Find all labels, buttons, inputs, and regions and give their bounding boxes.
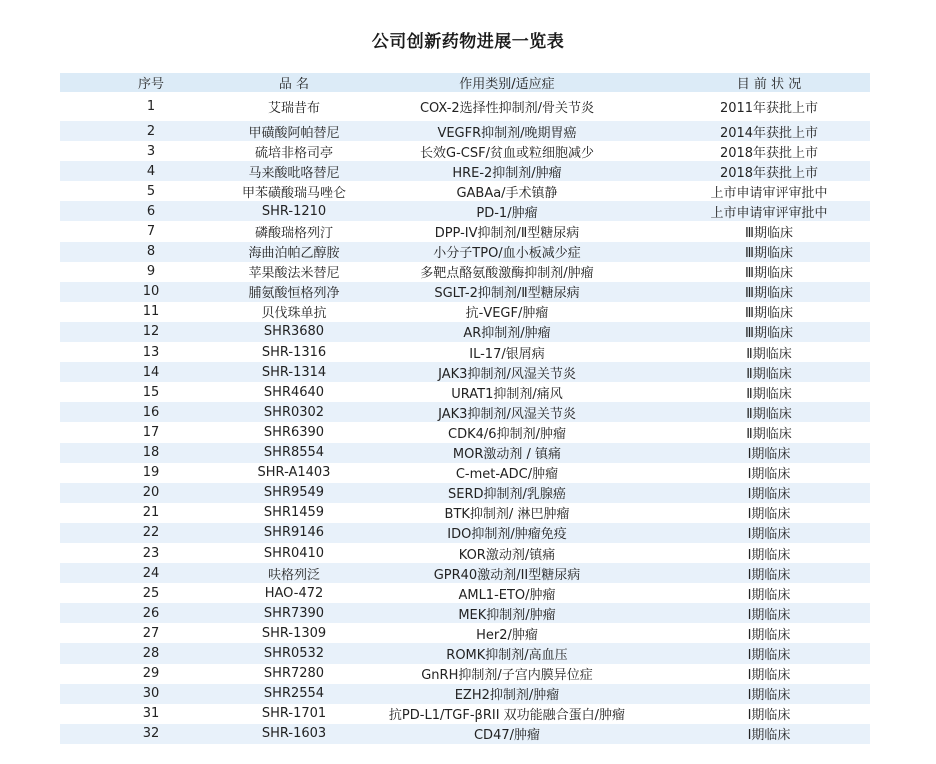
cell-status: Ⅰ期临床 (747, 587, 791, 603)
cell-serial: 25 (142, 585, 160, 601)
table-row (60, 382, 870, 402)
cell-category-indication: 多靶点酪氨酸激酶抑制剂/肿瘤 (420, 266, 594, 282)
table-row (60, 402, 870, 422)
cell-status: Ⅰ期临床 (668, 443, 870, 463)
cell-status: 上市申请审评审批中 (710, 185, 828, 201)
table-row (60, 201, 870, 221)
cell-status: Ⅰ期临床 (668, 563, 870, 583)
cell-category-indication: PD-1/肿瘤 (346, 201, 668, 221)
cell-drug-name: SHR8554 (242, 443, 346, 463)
cell-drug-name: HAO-472 (264, 585, 324, 601)
cell-drug-name: SHR9146 (242, 523, 346, 543)
cell-category-indication: 抗-VEGF/肿瘤 (465, 306, 549, 322)
cell-drug-name: 苹果酸法米替尼 (248, 266, 340, 282)
cell-serial: 6 (60, 201, 242, 221)
drug-pipeline-table (60, 73, 870, 744)
table-row (60, 684, 870, 704)
cell-status: Ⅰ期临床 (747, 708, 791, 724)
header-category-indication: 作用类别/适应症 (346, 73, 668, 92)
table-row (60, 161, 870, 181)
cell-category-indication: GnRH抑制剂/子宫内膜异位症 (421, 668, 593, 684)
cell-drug-name: SHR-1603 (242, 724, 346, 744)
table-row (60, 664, 870, 684)
table-row (60, 302, 870, 322)
table-row (60, 483, 870, 503)
cell-status: Ⅱ期临床 (668, 362, 870, 382)
cell-drug-name: SHR4640 (263, 384, 325, 400)
cell-status: Ⅰ期临床 (747, 547, 791, 563)
cell-drug-name: 艾瑞昔布 (267, 101, 320, 116)
cell-serial: 2 (60, 121, 242, 141)
table-row (60, 443, 870, 463)
cell-category-indication: SERD抑制剂/乳腺癌 (346, 483, 668, 503)
cell-status: Ⅰ期临床 (747, 668, 791, 684)
cell-serial: 29 (142, 666, 160, 682)
table-row (60, 724, 870, 744)
cell-category-indication: IL-17/银屑病 (469, 346, 545, 362)
cell-category-indication: C-met-ADC/肿瘤 (455, 467, 559, 483)
header-current-status: 目 前 状 况 (668, 73, 870, 92)
cell-serial: 11 (142, 304, 160, 320)
table-row (60, 463, 870, 483)
cell-category-indication: CD47/肿瘤 (346, 724, 668, 744)
cell-drug-name: SHR-A1403 (257, 465, 331, 481)
cell-serial: 14 (60, 362, 242, 382)
cell-status: Ⅰ期临床 (668, 724, 870, 744)
cell-category-indication: DPP-IV抑制剂/Ⅱ型糖尿病 (434, 226, 580, 242)
table-row (60, 422, 870, 442)
table-row (60, 704, 870, 724)
cell-category-indication: JAK3抑制剂/风湿关节炎 (346, 402, 668, 422)
cell-drug-name: SHR-1314 (242, 362, 346, 382)
cell-status: 上市申请审评审批中 (668, 201, 870, 221)
cell-drug-name: 贝伐珠单抗 (261, 306, 327, 322)
cell-serial: 30 (60, 684, 242, 704)
table-row (60, 282, 870, 302)
cell-serial: 5 (146, 183, 156, 199)
cell-category-indication: MEK抑制剂/肿瘤 (346, 603, 668, 623)
cell-category-indication: AML1-ETO/肿瘤 (458, 587, 556, 603)
cell-status: Ⅰ期临床 (747, 507, 791, 523)
cell-drug-name: 磷酸瑞格列汀 (254, 226, 333, 242)
cell-drug-name: SHR0410 (263, 545, 325, 561)
cell-drug-name: 硫培非格司亭 (254, 145, 333, 161)
cell-category-indication: VEGFR抑制剂/晚期胃癌 (346, 121, 668, 141)
cell-serial: 27 (142, 625, 160, 641)
table-header-row (60, 73, 870, 92)
cell-serial: 12 (60, 322, 242, 342)
cell-serial: 21 (142, 505, 160, 521)
cell-status: 2018年获批上市 (719, 145, 819, 161)
cell-category-indication: MOR激动剂 / 镇痛 (346, 443, 668, 463)
header-serial: 序号 (60, 73, 242, 92)
cell-drug-name: SHR2554 (242, 684, 346, 704)
table-row (60, 342, 870, 362)
table-row (60, 141, 870, 161)
cell-serial: 24 (60, 563, 242, 583)
cell-status: Ⅲ期临床 (668, 322, 870, 342)
cell-serial: 1 (146, 99, 156, 114)
table-row (60, 583, 870, 603)
cell-status: Ⅰ期临床 (747, 467, 791, 483)
cell-category-indication: HRE-2抑制剂/肿瘤 (346, 161, 668, 181)
cell-category-indication: ROMK抑制剂/高血压 (346, 643, 668, 663)
table-row (60, 643, 870, 663)
cell-serial: 4 (60, 161, 242, 181)
cell-category-indication: SGLT-2抑制剂/Ⅱ型糖尿病 (346, 282, 668, 302)
table-row (60, 92, 870, 121)
cell-category-indication: JAK3抑制剂/风湿关节炎 (346, 362, 668, 382)
cell-serial: 7 (146, 224, 156, 240)
cell-serial: 13 (142, 344, 160, 360)
cell-category-indication: AR抑制剂/肿瘤 (346, 322, 668, 342)
cell-category-indication: CDK4/6抑制剂/肿瘤 (448, 426, 566, 442)
cell-status: Ⅱ期临床 (746, 426, 792, 442)
cell-status: Ⅱ期临床 (746, 346, 792, 362)
table-row (60, 563, 870, 583)
cell-serial: 15 (142, 384, 160, 400)
cell-serial: 32 (60, 724, 242, 744)
cell-status: Ⅰ期临床 (668, 643, 870, 663)
cell-serial: 16 (60, 402, 242, 422)
cell-drug-name: SHR1459 (263, 505, 325, 521)
cell-serial: 18 (60, 443, 242, 463)
cell-drug-name: SHR9549 (242, 483, 346, 503)
cell-serial: 19 (142, 465, 160, 481)
cell-serial: 23 (142, 545, 160, 561)
cell-drug-name: SHR-1210 (242, 201, 346, 221)
cell-drug-name: 甲磺酸阿帕替尼 (242, 121, 346, 141)
cell-status: Ⅰ期临床 (668, 523, 870, 543)
cell-drug-name: SHR0302 (242, 402, 346, 422)
cell-status: Ⅰ期临床 (668, 483, 870, 503)
cell-drug-name: SHR3680 (242, 322, 346, 342)
table-row (60, 262, 870, 282)
table-row (60, 221, 870, 241)
cell-drug-name: SHR7390 (242, 603, 346, 623)
cell-drug-name: SHR-1316 (261, 344, 327, 360)
table-row (60, 242, 870, 262)
cell-status: Ⅱ期临床 (746, 386, 792, 402)
table-row (60, 503, 870, 523)
cell-drug-name: 马来酸吡咯替尼 (242, 161, 346, 181)
cell-status: Ⅲ期临床 (668, 282, 870, 302)
cell-drug-name: SHR-1701 (261, 706, 327, 722)
cell-status: Ⅲ期临床 (668, 242, 870, 262)
cell-status: Ⅰ期临床 (668, 603, 870, 623)
cell-serial: 8 (60, 242, 242, 262)
cell-drug-name: 脯氨酸恒格列净 (242, 282, 346, 302)
cell-category-indication: GPR40激动剂/II型糖尿病 (346, 563, 668, 583)
cell-status: Ⅱ期临床 (668, 402, 870, 422)
cell-category-indication: 小分子TPO/血小板减少症 (346, 242, 668, 262)
cell-drug-name: SHR7280 (263, 666, 325, 682)
cell-category-indication: 抗PD-L1/TGF-βRII 双功能融合蛋白/肿瘤 (388, 708, 626, 724)
cell-serial: 26 (60, 603, 242, 623)
cell-serial: 28 (60, 643, 242, 663)
cell-serial: 10 (60, 282, 242, 302)
table-row (60, 121, 870, 141)
table-row (60, 322, 870, 342)
table-row (60, 523, 870, 543)
cell-serial: 31 (142, 706, 160, 722)
cell-drug-name: 甲苯磺酸瑞马唑仑 (242, 185, 346, 201)
cell-category-indication: BTK抑制剂/ 淋巴肿瘤 (444, 507, 570, 523)
cell-drug-name: 海曲泊帕乙醇胺 (242, 242, 346, 262)
cell-status: 2014年获批上市 (668, 121, 870, 141)
cell-serial: 17 (142, 424, 160, 440)
cell-category-indication: COX-2选择性抑制剂/骨关节炎 (419, 101, 595, 116)
table-row (60, 623, 870, 643)
cell-category-indication: GABAa/手术镇静 (456, 185, 558, 201)
cell-drug-name: SHR0532 (242, 643, 346, 663)
cell-serial: 3 (146, 143, 156, 159)
cell-status: Ⅲ期临床 (745, 226, 793, 242)
cell-category-indication: URAT1抑制剂/痛风 (451, 386, 563, 402)
cell-status: Ⅲ期临床 (745, 266, 793, 282)
cell-serial: 20 (60, 483, 242, 503)
cell-serial: 22 (60, 523, 242, 543)
cell-status: 2011年获批上市 (719, 101, 819, 116)
cell-category-indication: Her2/肿瘤 (476, 627, 538, 643)
cell-drug-name: 呋格列泛 (242, 563, 346, 583)
cell-status: Ⅰ期临床 (668, 684, 870, 704)
header-drug-name: 品 名 (242, 73, 346, 92)
page-title: 公司创新药物进展一览表 (371, 32, 565, 52)
cell-category-indication: IDO抑制剂/肿瘤免疫 (346, 523, 668, 543)
table-row (60, 603, 870, 623)
cell-drug-name: SHR-1309 (261, 625, 327, 641)
cell-category-indication: 长效G-CSF/贫血或粒细胞减少 (420, 145, 594, 161)
table-row (60, 362, 870, 382)
cell-status: Ⅲ期临床 (745, 306, 793, 322)
table-row (60, 181, 870, 201)
cell-status: 2018年获批上市 (668, 161, 870, 181)
cell-category-indication: KOR激动剂/镇痛 (458, 547, 556, 563)
cell-drug-name: SHR6390 (263, 424, 325, 440)
cell-serial: 9 (146, 264, 156, 280)
cell-category-indication: EZH2抑制剂/肿瘤 (346, 684, 668, 704)
cell-status: Ⅰ期临床 (747, 627, 791, 643)
table-row (60, 543, 870, 563)
